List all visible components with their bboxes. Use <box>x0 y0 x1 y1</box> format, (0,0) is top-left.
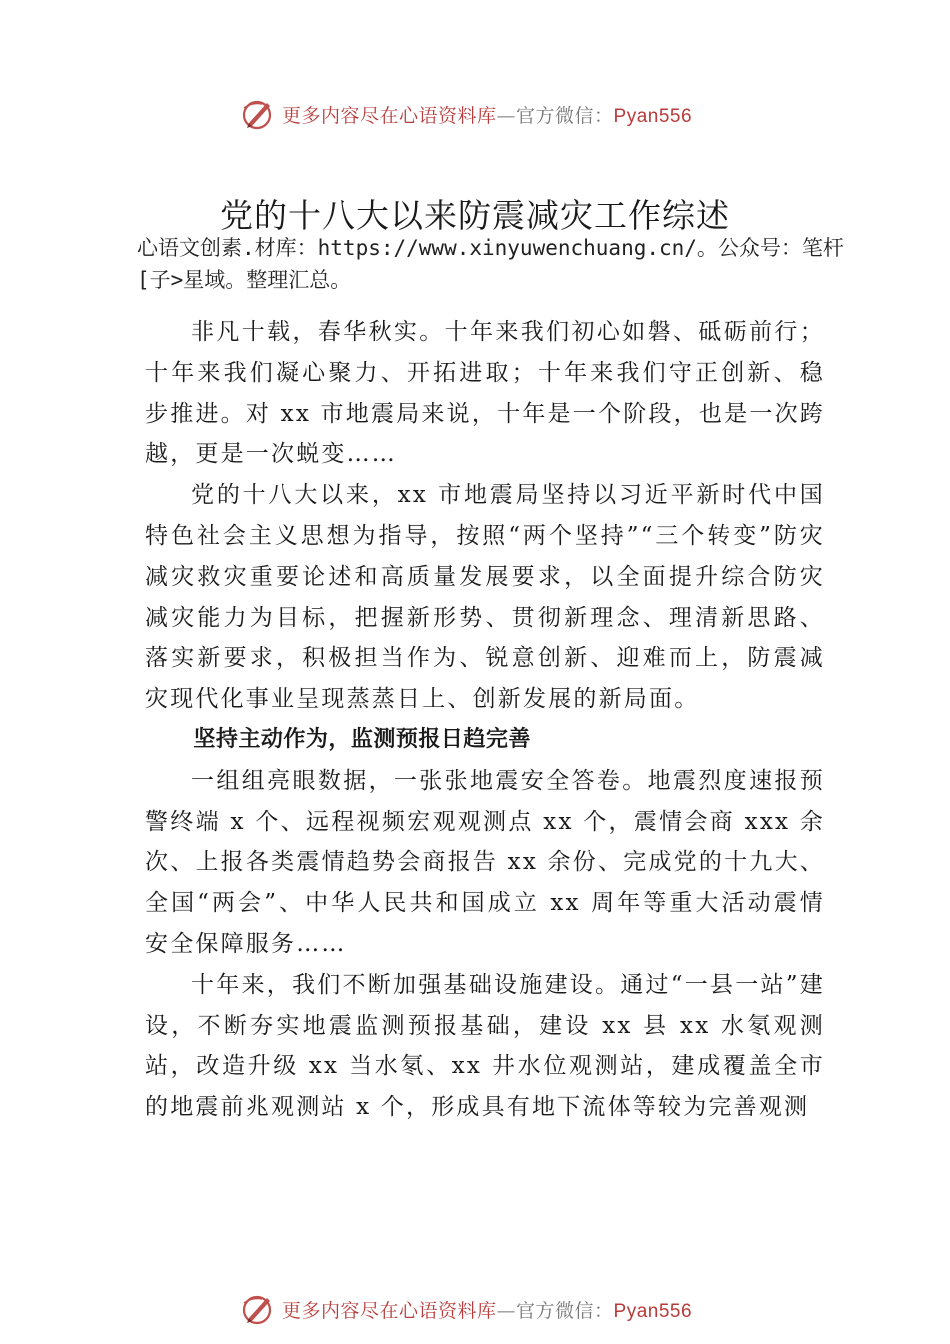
banner-wechat-label: 官方微信： <box>516 104 614 127</box>
paragraph: 一组组亮眼数据，一张张地震安全答卷。地震烈度速报预警终端 x 个、远程视频宏观观测点 xx 个，震情会商 xxx 余次、上报各类震情趋势会商报告 xx 余份、完成党的十九大、全国“两会”、中华人民共和国成立 xx 周年等重大活动震情安全保障服务…… <box>145 767 825 957</box>
banner-account: Pyan556 <box>613 1300 693 1322</box>
banner-separator: — <box>496 104 517 127</box>
paragraph: 党的十八大以来，xx 市地震局坚持以习近平新时代中国特色社会主义思想为指导，按照“两个坚持”“三个转变”防灾减灾救灾重要论述和高质量发展要求，以全面提升综合防灾减灾能力为目标，把握新形势、贯彻新理念、理清新思路、 落实新要求，积极担当作为、锐意创新、迎难而上，防震减灾现代化事业呈现蒸蒸日上、创新发展的新局面。 <box>145 482 825 713</box>
banner-separator: — <box>496 1299 517 1322</box>
document-title: 党的十八大以来防震减灾工作综述 <box>220 196 730 235</box>
pen-logo-icon <box>240 96 276 132</box>
footer-banner <box>240 1289 692 1329</box>
section-heading: 坚持主动作为，监测预报日趋完善 <box>193 726 531 752</box>
banner-text <box>282 1296 692 1323</box>
header-banner <box>240 94 692 134</box>
paragraph: 非凡十载，春华秋实。十年来我们初心如磐、砥砺前行；十年来我们凝心聚力、开拓进取；十年来我们守正创新、稳步推进。对 xx 市地震局来说，十年是一个阶段，也是一次跨越，更是一次蜕变…… <box>145 319 825 468</box>
banner-account: Pyan556 <box>613 105 693 127</box>
document-body <box>145 312 825 1128</box>
pen-logo-icon <box>240 1291 276 1327</box>
banner-text <box>282 101 692 128</box>
paragraph: 十年来，我们不断加强基础设施建设。通过“一县一站”建设，不断夯实地震监测预报基础，建设 xx 县 xx 水氡观测站，改造升级 xx 当水氡、xx 井水位观测站，建成覆盖全市的地震前兆观测站 x 个，形成具有地下流体等较为完善观测 <box>145 971 825 1121</box>
banner-prefix: 更多内容尽在心语资料库 <box>282 104 497 127</box>
source-line: 心语文创素.材库：https://www.xinyuwenchuang.cn/。公众号：笔杆[子>星域。整理汇总。 <box>137 236 844 292</box>
banner-prefix: 更多内容尽在心语资料库 <box>282 1299 497 1322</box>
banner-wechat-label: 官方微信： <box>516 1299 614 1322</box>
